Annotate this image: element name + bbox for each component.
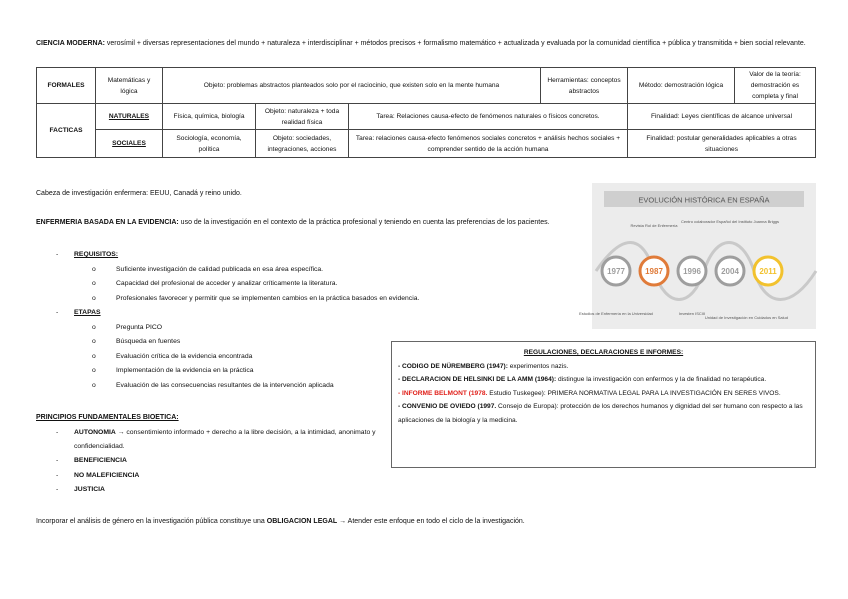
reg-item: - INFORME BELMONT (1978. Estudio Tuskegee): PRIMERA NORMATIVA LEGAL PARA LA INVESTIGACIÓN EN SERES VIVOS. (398, 389, 781, 397)
ebe-lead: ENFERMERIA BASADA EN LA EVIDENCIA: (36, 219, 179, 226)
arrow-icon: → (339, 518, 347, 525)
naturales-objeto: Objeto: naturaleza + toda realidad física (256, 104, 349, 130)
reg-item: - DECLARACION DE HELSINKI DE LA AMM (1964): distingue la investigación con enfermos y la de finalidad no terapéutica. (398, 376, 767, 384)
list-item: o Pregunta PICO (92, 323, 163, 331)
intro-paragraph (36, 37, 816, 50)
list-item: - JUSTICIA (56, 486, 105, 493)
etapas-section (56, 306, 386, 393)
arrow-icon: → (117, 429, 125, 436)
year-label-1987: 1987 (645, 267, 663, 276)
list-item: o Profesionales favorecer y permitir que se implementen cambios en la práctica basados en evidencia. (92, 294, 420, 302)
sociales-finalidad: Finalidad: postular generalidades aplicables a otras situaciones (628, 130, 816, 158)
label-2004: Centro colaborador Español del Instituto Joanna Briggs (680, 219, 780, 224)
year-label-1996: 1996 (683, 267, 701, 276)
regulaciones-title: REGULACIONES, DECLARACIONES E INFORMES: (523, 349, 684, 356)
sociales-label: SOCIALES (96, 130, 163, 158)
reg-item: - CODIGO DE NÜREMBERG (1947): experimentos nazis. (398, 362, 569, 370)
list-item: o Capacidad del profesional de acceder y analizar críticamente la literatura. (92, 280, 338, 287)
etapas-heading: - ETAPAS (56, 309, 101, 316)
list-item: - AUTONOMIA → consentimiento informado + derecho a la libre decisión, a la intimidad, anonimato y confidencialidad. (56, 429, 376, 450)
sociales-objeto: Objeto: sociedades, integraciones, acciones (256, 130, 349, 158)
list-item: o Evaluación crítica de la evidencia encontrada (92, 352, 253, 360)
naturales-tarea: Tarea: Relaciones causa-efecto de fenómenos naturales o físicos concretos. (349, 104, 628, 130)
naturales-finalidad: Finalidad: Leyes científicas de alcance universal (628, 104, 816, 130)
evolucion-title: EVOLUCIÓN HISTÓRICA EN ESPAÑA (638, 195, 770, 205)
naturales-label: NATURALES (96, 104, 163, 130)
list-item: o Evaluación de las consecuencias resultantes de la intervención aplicada (92, 381, 334, 389)
formales-objeto: Objeto: problemas abstractos planteados solo por el raciocinio, que existen solo en la mente humana (163, 68, 541, 104)
year-label-2011: 2011 (759, 267, 777, 276)
requisitos-section (56, 248, 576, 306)
formales-areas: Matemáticas y lógica (96, 68, 163, 104)
sociales-tarea: Tarea: relaciones causa-efecto fenómenos sociales concretos + análisis hechos sociales + comprender sentido de la acción humana (349, 130, 628, 158)
bioetica-heading: PRINCIPIOS FUNDAMENTALES BIOETICA: (36, 414, 179, 421)
regulaciones-box (391, 341, 816, 468)
cabeza-line: Cabeza de investigación enfermera: EEUU, Canadá y reino unido. (36, 190, 242, 197)
evolucion-infographic (579, 183, 816, 329)
label-1996: Investen ISCIII (678, 311, 706, 316)
list-item: o Implementación de la evidencia en la práctica (92, 367, 254, 374)
formales-herramientas: Herramientas: conceptos abstractos (541, 68, 628, 104)
formales-label: FORMALES (37, 68, 96, 104)
naturales-areas: Física, química, biología (163, 104, 256, 130)
timeline-graphic (579, 183, 816, 329)
intro-lead: CIENCIA MODERNA: (36, 40, 105, 47)
facticas-label: FACTICAS (37, 104, 96, 158)
list-item: - BENEFICIENCIA (56, 457, 127, 464)
label-2011: Unidad de Investigación en Cuidados en Salud (704, 315, 788, 320)
science-table (36, 67, 816, 158)
reg-item: - CONVENIO DE OVIEDO (1997. Consejo de Europa): protección de los derechos humanos y dignidad del ser humano con respecto a las aplicaciones de la biología y la medicina. (398, 403, 803, 424)
bioetica-section (56, 426, 376, 498)
label-1987: Revista Rol de Enfermería (630, 223, 678, 228)
ebe-text: uso de la investigación en el contexto de la práctica profesional y teniendo en cuenta las preferencias de los pacientes. (178, 219, 550, 226)
ebe-paragraph (36, 216, 576, 230)
formales-metodo: Método: demostración lógica (628, 68, 735, 104)
list-item: o Búsqueda en fuentes (92, 338, 181, 345)
list-item: o Suficiente investigación de calidad publicada en esa área específica. (92, 265, 324, 273)
intro-text: verosímil + diversas representaciones del mundo + naturaleza + interdisciplinar + métodos precisos + formalismo matemático + actualizada y evaluada por la comunidad científica + pública y transmitida + bien social relevante. (104, 40, 806, 47)
year-label-1977: 1977 (607, 267, 625, 276)
label-1977: Estudios de Enfermería en la Universidad (579, 311, 653, 316)
formales-valor: Valor de la teoría: demostración es completa y final (735, 68, 816, 104)
list-item: - NO MALEFICIENCIA (56, 471, 140, 479)
footer-line: Incorporar el análisis de género en la investigación pública constituye una OBLIGACION LEGAL → Atender este enfoque en todo el ciclo de la investigación. (36, 518, 525, 525)
requisitos-heading: - REQUISITOS: (56, 251, 119, 258)
year-label-2004: 2004 (721, 267, 739, 276)
sociales-areas: Sociología, economía, política (163, 130, 256, 158)
